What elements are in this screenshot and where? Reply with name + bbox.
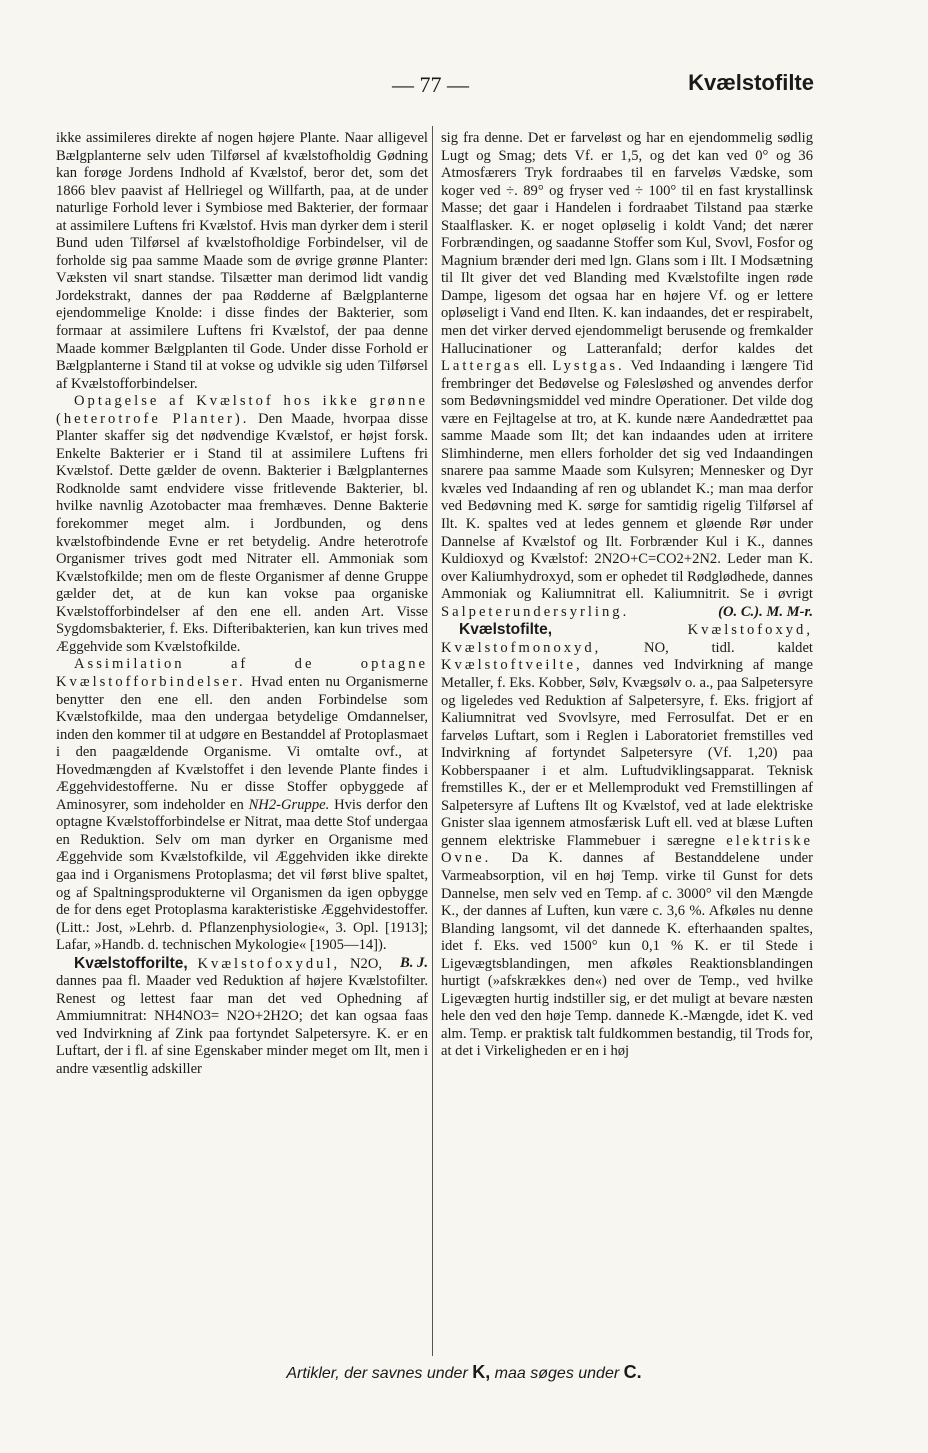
section-heading: Assimilation af de optagne Kvælstofforbindelser. — [56, 656, 428, 690]
literature-label: (Litt.: — [56, 919, 90, 936]
page-header — [0, 72, 928, 108]
right-column — [441, 130, 813, 1061]
section-heading: Optagelse af Kvælstof hos ikke grønne (heterotrofe Planter). — [56, 393, 428, 427]
section-paragraph: Optagelse af Kvælstof hos ikke grønne (heterotrofe Planter). Den Maade, hvorpaa disse Planter skaffer sig det nødvendige Kvælstof, er højst forsk. Enkelte Bakterier er i Stand til at assimilere Luftens fri Kvælstof. Dette gælder de ovenn. Bakterier i Bælgplanternes Rodknolde samt endvidere visse fritlevende Bakterier, bl. hvilke navnlig Azotobacter maa fremhæves. Denne Bakterie forekommer meget alm. i Jordbunden, og dens kvælstofbindende Evne er ret betydelig. Andre heterotrofe Organismer trives godt med Nitrater ell. Ammoniak som Kvælstofkilde; men om de fleste Organismer af denne Gruppe gælder det, at de kun kan vokse paa organiske Kvælstofforbindelser af den ene ell. anden Art. Visse Sygdomsbakterier, f. Eks. Difteribakterien, kan kun trives med Æggehvide som Kvælstofkilde. — [56, 393, 428, 655]
literature-refs: Jost, »Lehrb. d. Pflanzenphysiologie«, 3. Opl. [1913]; Lafar, »Handb. d. technischen Mykologie« [1905—14]). — [56, 919, 428, 954]
term: elektriske Ovne. — [441, 832, 813, 867]
page-footer: Artikler, der savnes under K, maa søges under C. — [286, 1362, 642, 1382]
entry-synonym: Kvælstofoxyd, Kvælstofmonoxyd, — [441, 622, 813, 656]
section-paragraph: Assimilation af de optagne Kvælstofforbindelser. Hvad enten nu Organismerne benytter den ene ell. den anden Forbindelse som Kvælstofkilde, maa den undergaa betydelige Omdannelser, inden den kommer til at udgøre en Bestanddel af Protoplasmaet i den paagældende Organisme. Vi omtalte ovf., at Hovedmængden af Kvælstoffet i den levende Plante findes i Æggehvidestofferne. Nu er disse Stoffer opbyggede af Aminosyrer, som indeholder en NH2-Gruppe. Hvis derfor den optagne Kvælstofforbindelse er Nitrat, maa dette Stof undergaa en Reduktion. Selv om man dyrker en Organisme med Æggehvide som Kvælstofkilde, vil Æggehviden ikke direkte gaa ind i Organismens Protoplasma; det vil først blive spaltet, og af Spaltningsprodukterne vil Organismen da igen opbygge de for dens eget Protoplasma karakteristiske Æggehvidestoffer. (Litt.: Jost, »Lehrb. d. Pflanzenphysiologie«, 3. Opl. [1913]; Lafar, »Handb. d. technischen Mykologie« [1905—14]). B. J. — [56, 656, 429, 971]
paragraph: sig fra denne. Det er farveløst og har en ejendommelig sødlig Lugt og Smag; dets Vf. er 1,5, og det kan ved 0° og 36 Atmosfærers Tryk fordraabes til en farveløs Vædske, som koger ved ÷. 89° og fryser ved ÷ 100° til en fast krystallinsk Masse; det gaar i Handelen i fordraabet Tilstand paa stærke Staalflasker. K. er noget opløselig i koldt Vand; det nærer Forbrændingen, og saadanne Stoffer som Kul, Svovl, Fosfor og Magnium brænder deri med lgn. Glans som i Ilt. I Modsætning til Ilt giver det ved Blanding med Kvælstofilte ingen røde Dampe, ligesom det ogsaa har en højere Vf. og er lettere opløseligt i Vand end Ilten. K. kan indaandes, det er respirabelt, men det virker derved ejendommeligt berusende og fremkalder Hallucinationer og Latteranfald; derfor kaldes det Lattergas ell. Lystgas. Ved Indaanding i længere Tid frembringer det Bedøvelse og Følesløshed og anvendes derfor som Bedøvningsmiddel ved mindre Operationer. Det vilde dog være en Fejltagelse at tro, at K. kunde nære Aandedrættet paa samme Maade som Ilt; det kan indaandes uden at irritere Slimhinderne, men ellers forholder det sig ved Indaandingen snarere paa samme Maade som Kulsyren; Mennesker og Dyr kvæles ved Indaanding af ren og ublandet K.; man maa derfor ved Bedøvning med K. sørge for samtidig rigelig Tilførsel af Ilt. K. spaltes ved at ledes gennem et gløende Rør under Dannelse af Kvælstof og Ilt. Forbrænder Kul i K., dannes Kuldioxyd og Kvælstof: 2N2O+C=CO2+2N2. Leder man K. over Kaliumhydroxyd, som er ophedet til Rødglødhede, dannes Ammoniak og Kaliumnitrat ell. Kaliumnitrit. Se i øvrigt Salpeterundersyrling. (O. C.). M. M-r. — [441, 130, 813, 620]
running-head: Kvælstofilte — [688, 70, 814, 95]
column-divider — [432, 126, 433, 1356]
entry-synonym: Kvælstoftveilte, — [441, 657, 583, 674]
term: Lattergas — [441, 358, 523, 375]
page-number: — 77 — — [392, 72, 469, 97]
entry-headword: Kvælstofilte, — [459, 621, 553, 639]
paragraph: ikke assimileres direkte af nogen højere Plante. Naar alligevel Bælgplanterne selv uden Tilførsel af kvælstofholdig Gødning kan forøge Jordens Indhold af Kvælstof, beror det, som det 1866 blev paavist af Hellriegel og Willfarth, paa, at de under naturlige Forhold lever i Symbiose med Bakterier, der formaar at assimilere Luftens fri Kvælstof. Hvis man dyrker dem i steril Bund uden Tilførsel af kvælstofholdige Forbindelser, vil de forholde sig paa samme Maade som de øvrige grønne Planter: Væksten vil snart standse. Tilsætter man derimod lidt vandig Jordekstrakt, dannes der paa Rødderne af Bælgplanterne ejendommelige Knolde: i disse findes der Bakterier, som formaar at assimilere Luftens fri Kvælstof, der paa denne Maade kommer Bælgplanten til Gode. Under disse Forhold er Bælgplanterne i Stand til at vokse og udvikle sig uden Tilførsel af Kvælstofforbindelser. — [56, 130, 428, 392]
letter-c: C. — [623, 1362, 642, 1382]
letter-k: K, — [472, 1362, 491, 1382]
entry-paragraph: Kvælstofilte, Kvælstofoxyd, Kvælstofmonoxyd, NO, tidl. kaldet Kvælstoftveilte, dannes ved Indvirkning af mange Metaller, f. Eks. Kobber, Sølv, Kvægsølv o. a., paa Salpetersyre og ligeledes ved Reduktion af Salpetersyre, f. Eks. frigjort af Kaliumnitrat ved Svovlsyre, med Ferrosulfat. Det er en farveløs Luftart, som i Reglen i Laboratoriet fremstilles ved Indvirkning af fortyndet Salpetersyre (Vf. 1,20) paa Kobberspaaner i et alm. Luftudviklingsapparat. Teknisk fremstilles K., der er et Mellemprodukt ved Fremstillingen af Salpetersyre af Luftens Ilt og Kvælstof, ved at lade elektriske Gnister slaa igennem atmosfærisk Luft ell. ved at blæse Luften gennem elektriske Flammebuer i særegne elektriske Ovne. Da K. dannes af Bestanddelene under Varmeabsorption, vil en høj Temp. virke til Gunst for dets Dannelse, men selv ved en Temp. af c. 3000° vil den Mængde K., der dannes af Luften, kun være c. 3,6 %. Afkøles nu denne Blanding langsomt, vil det dannede K. efterhaanden spaltes, idet f. Eks. ved 1500° kun 0,1 % K. er til Stede i Ligevægtsblandingen, men afkøles Reaktionsblandingen hurtigt (»afskrækkes den«) ned over de Temp., ved hvilke Ligevægten hurtig indstiller sig, er det muligt at bevare næsten hele den ved den høje Temp. dannede K.-Mængde, idet K. ved alm. Temp. er praktisk talt fuldkommen bestandig, til Trods for, at det i Virkeligheden er en i høj — [441, 621, 813, 1060]
entry-headword: Kvælstofforilte, — [74, 954, 188, 972]
author-signature: B. J. — [400, 954, 428, 971]
term: Lystgas. — [552, 358, 625, 375]
left-column — [56, 130, 428, 1079]
cross-reference: Salpeterundersyrling. — [441, 603, 630, 620]
formula: NH2-Gruppe. — [248, 796, 330, 813]
entry-paragraph: Kvælstofforilte, Kvælstofoxydul, N2O, dannes paa fl. Maader ved Reduktion af højere Kvælstofilter. Renest og lettest faar man det ved Ophedning af Ammiumnitrat: NH4NO3= N2O+2H2O; det kan ogsaa faas ved Indvirkning af Zink paa fortyndet Salpetersyre. K. er en Luftart, der i fl. af sine Egenskaber minder meget om Ilt, men i andre væsentlig adskiller — [56, 954, 428, 1077]
entry-synonym: Kvælstofoxydul, — [197, 955, 341, 972]
author-signature: (O. C.). M. M-r. — [718, 603, 813, 620]
